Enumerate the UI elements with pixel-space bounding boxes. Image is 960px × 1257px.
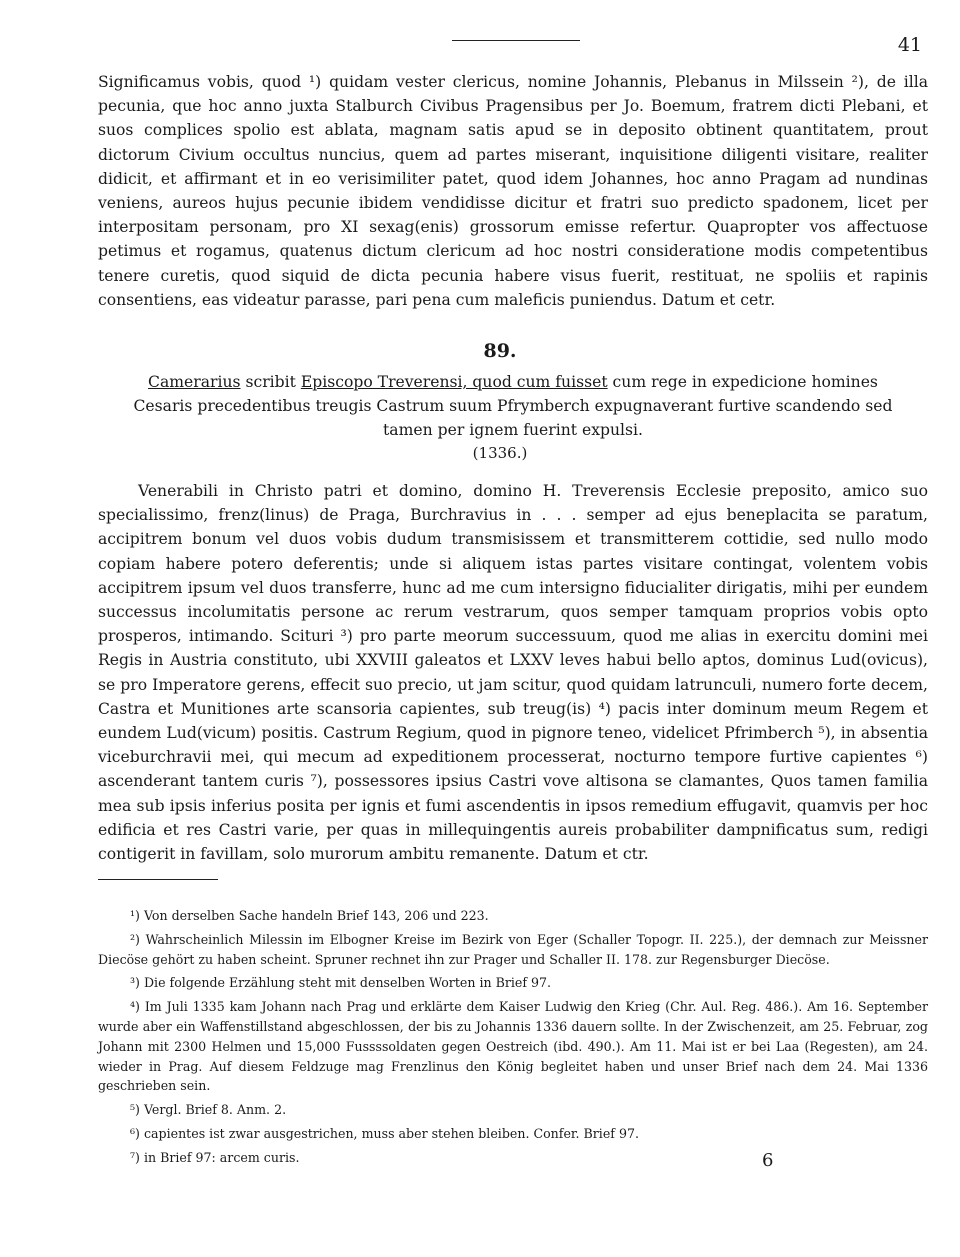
page-number: 41 xyxy=(897,34,922,56)
footnote: ²) Wahrscheinlich Milessin im Elbogner Kreise im Bezirk von Eger (Schaller Topogr. II. 225.), der demnach zur Meissner Diecöse gehört zu haben scheint. Spruner rechnet ihn zur Prager und Schaller II. 178. zur Regensburger Diecöse. xyxy=(98,931,928,967)
footnote: ¹) Von derselben Sache handeln Brief 143, 206 und 223. xyxy=(130,908,489,923)
footnote: ⁷) in Brief 97: arcem curis. xyxy=(130,1149,300,1165)
summary-part: Camerarius xyxy=(148,373,241,391)
footnote: ⁵) Vergl. Brief 8. Anm. 2. xyxy=(130,1102,287,1118)
letter-text: Venerabili in Christo patri et domino, domino H. Treverensis Ecclesie preposito, amico suo specialissimo, frenz(linus) de Praga, Burchravius in . . . semper ad ejus beneplacita se paratum, accipitrem bonum vel duos vobis dudum transmisissem et transmitterem cottidie, sed nullo modo copiam habere potero deferentis; unde si aliquem istas partes visitare contingat, volentem vobis accipitrem ipsum vel duos transferre, hunc ad me cum intersigno fiducialiter dirigatis, mihi per eundem successus incolumitatis persone ac rerum vestrarum, quos semper tamquam proprios vobis opto prosperos, intimando. Scituri ³) pro parte meorum successuum, quod me alias in exercitu domini mei Regis in Austria constituto, ubi XXVIII galeatos et LXXV leves habui bello aptos, dominus Lud(ovicus), se pro Imperatore gerens, effecit suo precio, ut jam scitur, quod quidam latrunculi, numero forte decem, Castra et Munitiones arte scansoria capientes, sub treug(is) ⁴) pacis inter dominum meum Regem et eundem Lud(vicum) positis. Castrum Regium, quod in pignore teneo, videlicet Pfrimberch ⁵), in absentia viceburchravii mei, qui mecum ad expeditionem processerat, nocturno tempore furtive capientes ⁶) ascenderant tantem curis ⁷), possessores ipsius Castri vove altisona se clamantes, Quos tamen familia mea sub ipsis inferius posita per ignis et fumi ascendentis in ipsos remedium effugavit, quamvis per hoc edificia et res Castri varie, per quas in millequingentis aureis probabiliter dampnificatus sum, redigi contigerit in favillam, solo murorum ambitu remanente. Datum et ctr. xyxy=(98,482,928,864)
letter-body xyxy=(98,479,928,866)
paragraph-text: Significamus vobis, quod ¹) quidam vester clericus, nomine Johannis, Plebanus in Milssein ²), de illa pecunia, que hoc anno juxta Stalburch Civibus Pragensibus per Jo. Boemum, fratrem dicti Plebani, et suos complices spolio est ablata, magnam satis apud se in deposito obtinent quantitatem, prout dictorum Civium occultus nuncius, quem ad partes miserant, inquisitione diligenti visitare, realiter didicit, et affirmant et in eo verisimiliter patet, quod idem Johannes, hoc anno Pragam ad nundinas veniens, aureos hujus pecunie ibidem vendidisse dicitur et fratri suo predicto spadonem, licet per interpositam personam, pro XI sexag(enis) grossorum emisse refertur. Quapropter vos affectuose petimus et rogamus, quatenus dictum clericum ad hoc nostri consideratione modis competentibus tenere curetis, quod siquid de dicta pecunia habere visus fuerit, restituat, ne spoliis et rapinis consentiens, eas videatur parasse, pari pena cum maleficis puniendus. Datum et cetr. xyxy=(98,73,928,309)
footnote-rule xyxy=(98,879,218,880)
paragraph-continued xyxy=(98,70,928,312)
header-rule xyxy=(452,40,580,41)
footnotes xyxy=(98,906,928,1172)
footnote: ⁴) Im Juli 1335 kam Johann nach Prag und erklärte dem Kaiser Ludwig den Krieg (Chr. Aul. Reg. 486.). Am 16. September wurde aber ein Waffenstillstand abgeschlossen, der bis zu Johannis 1336 dauern sollte. In der Zwischenzeit, am 25. Februar, zog Johann mit 2300 Helmen und 15,000 Fussssoldaten gegen Oestreich (ibd. 490.). Am 11. Mai ist er bei Laa (Regesten), am 24. wieder in Prag. Auf diesem Feldzuge mag Frenzlinus den König begleitet haben und unser Brief nach dem 24. Mai 1336 geschrieben sein. xyxy=(98,999,928,1094)
letter-date: (1336.) xyxy=(472,444,528,462)
letter-number: 89. xyxy=(483,340,517,362)
footnote: ³) Die folgende Erzählung steht mit denselben Worten in Brief 97. xyxy=(130,975,552,991)
signature-mark: 6 xyxy=(762,1150,774,1171)
summary-part: cum rege in expedicione homines Cesaris precedentibus treugis Castrum suum Pfrymberch expugnaverant furtive scandendo sed tamen per ignem fuerint expulsi. xyxy=(133,373,893,439)
footnote: ⁶) capientes ist zwar ausgestrichen, muss aber stehen bleiben. Confer. Brief 97. xyxy=(130,1125,639,1141)
summary-part: scribit xyxy=(240,373,301,391)
summary-part: Episcopo Treverensi, quod cum fuisset xyxy=(300,373,608,391)
letter-summary xyxy=(118,370,908,442)
